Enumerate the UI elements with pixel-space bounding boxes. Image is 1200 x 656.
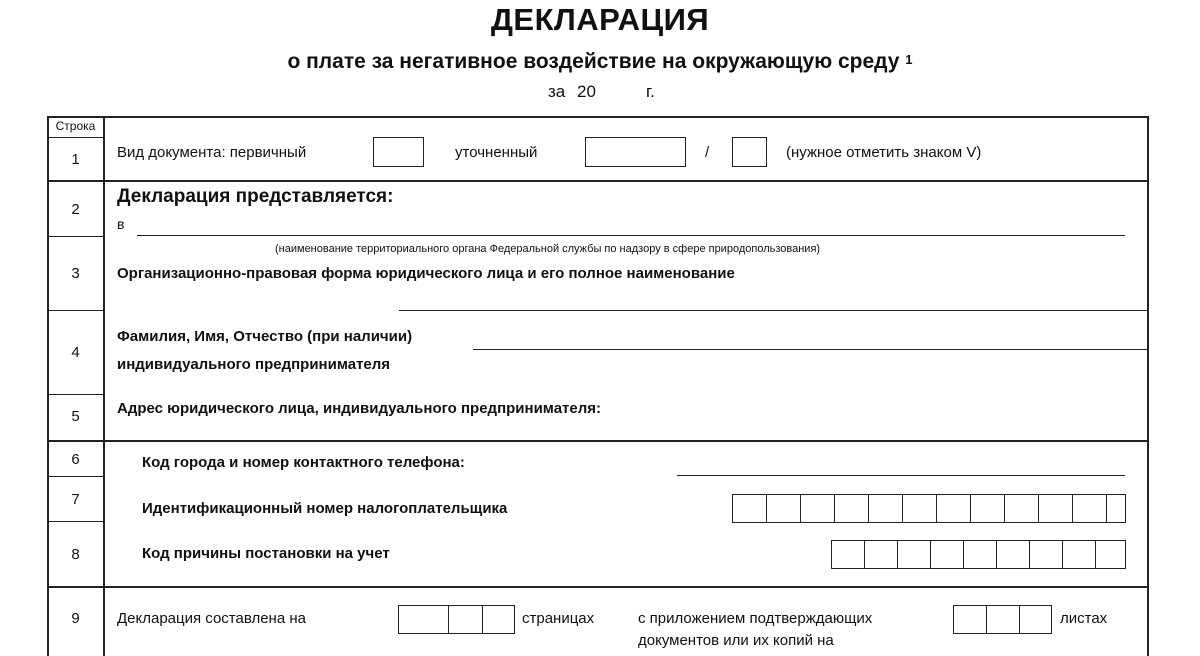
sheets-label: листах: [1060, 610, 1108, 627]
footnote-mark: 1: [905, 52, 913, 67]
inn-input-cells[interactable]: [732, 494, 1126, 523]
row-number: 3: [71, 265, 80, 282]
corrected-checkbox[interactable]: [585, 137, 686, 167]
prefix-in: в: [117, 216, 125, 232]
kpp-cell[interactable]: [1030, 541, 1063, 568]
row-number: 9: [71, 610, 80, 627]
inn-cell[interactable]: [801, 495, 835, 522]
pages-cell[interactable]: [399, 606, 449, 633]
authority-hint: (наименование территориального органа Федеральной службы по надзору в сфере природопользования): [275, 243, 821, 255]
table-column-divider: [103, 116, 105, 656]
primary-checkbox[interactable]: [373, 137, 424, 167]
kpp-cell[interactable]: [997, 541, 1030, 568]
phone-label: Код города и номер контактного телефона:: [142, 454, 465, 471]
row1-bottom-border: [47, 180, 1149, 182]
subtitle-text: о плате за негативное воздействие на окружающую среду: [287, 50, 900, 73]
page-subtitle: [0, 50, 1200, 74]
pages-label: страницах: [522, 610, 595, 627]
org-name-label: Организационно-правовая форма юридического лица и его полное наименование: [117, 265, 735, 282]
pages-count-cells[interactable]: [398, 605, 515, 634]
inn-label: Идентификационный номер налогоплательщика: [142, 500, 508, 517]
address-label: Адрес юридического лица, индивидуального предпринимателя:: [117, 400, 602, 417]
row-header-divider: [47, 137, 104, 138]
period-prefix: за: [548, 82, 566, 101]
row-number: 5: [71, 408, 80, 425]
slash-separator: /: [705, 144, 710, 161]
table-left-border: [47, 116, 49, 656]
sheets-count-cells[interactable]: [953, 605, 1052, 634]
row8-bottom-border: [47, 586, 1149, 588]
kpp-input-cells[interactable]: [831, 540, 1126, 569]
row4-bottom-border: [47, 394, 104, 395]
org-name-input-line[interactable]: [399, 310, 1148, 311]
period-suffix: г.: [646, 82, 655, 101]
kpp-cell[interactable]: [865, 541, 898, 568]
row6-bottom-border: [47, 476, 104, 477]
row-header-label: Строка: [55, 119, 96, 133]
row-number: 4: [71, 344, 80, 361]
corrected-label: уточненный: [455, 144, 538, 161]
inn-cell[interactable]: [971, 495, 1005, 522]
declaration-heading: Декларация представляется:: [117, 186, 394, 207]
row3-bottom-border: [47, 310, 104, 311]
inn-cell[interactable]: [835, 495, 869, 522]
doc-type-label: Вид документа: первичный: [117, 144, 307, 161]
sheets-cell[interactable]: [987, 606, 1020, 633]
sheets-cell[interactable]: [1020, 606, 1051, 633]
inn-cell[interactable]: [903, 495, 937, 522]
row-number: 8: [71, 546, 80, 563]
entrepreneur-name-input-line[interactable]: [473, 349, 1147, 350]
entrepreneur-name-label: Фамилия, Имя, Отчество (при наличии): [117, 328, 413, 345]
inn-cell[interactable]: [1073, 495, 1107, 522]
correction-number-box[interactable]: [732, 137, 767, 167]
kpp-cell[interactable]: [898, 541, 931, 568]
authority-input-line[interactable]: [137, 235, 1125, 236]
row2-bottom-border: [47, 236, 104, 237]
table-top-border: [47, 116, 1149, 118]
row5-bottom-border: [47, 440, 1149, 442]
inn-cell[interactable]: [869, 495, 903, 522]
inn-cell[interactable]: [767, 495, 801, 522]
kpp-cell[interactable]: [1096, 541, 1125, 568]
attachments-label: с приложением подтверждающих: [638, 610, 873, 627]
period-year-prefix: 20: [577, 82, 596, 101]
row-number: 1: [71, 151, 80, 168]
phone-input-line[interactable]: [677, 475, 1125, 476]
page-title: ДЕКЛАРАЦИЯ: [490, 2, 710, 37]
inn-cell[interactable]: [1107, 495, 1125, 522]
inn-cell[interactable]: [1039, 495, 1073, 522]
kpp-cell[interactable]: [964, 541, 997, 568]
kpp-cell[interactable]: [832, 541, 865, 568]
kpp-label: Код причины постановки на учет: [142, 545, 390, 562]
entrepreneur-name-label-2: индивидуального предпринимателя: [117, 356, 391, 373]
kpp-cell[interactable]: [1063, 541, 1096, 568]
table-right-border: [1147, 116, 1149, 656]
inn-cell[interactable]: [733, 495, 767, 522]
pages-prefix-label: Декларация составлена на: [117, 610, 306, 627]
inn-cell[interactable]: [937, 495, 971, 522]
sheets-cell[interactable]: [954, 606, 987, 633]
row-number: 2: [71, 201, 80, 218]
attachments-label-2: документов или их копий на: [638, 632, 834, 649]
kpp-cell[interactable]: [931, 541, 964, 568]
row-number: 6: [71, 451, 80, 468]
row-number: 7: [71, 491, 80, 508]
pages-cell[interactable]: [483, 606, 514, 633]
inn-cell[interactable]: [1005, 495, 1039, 522]
pages-cell[interactable]: [449, 606, 483, 633]
row7-bottom-border: [47, 521, 104, 522]
mark-note: (нужное отметить знаком V): [786, 144, 982, 161]
